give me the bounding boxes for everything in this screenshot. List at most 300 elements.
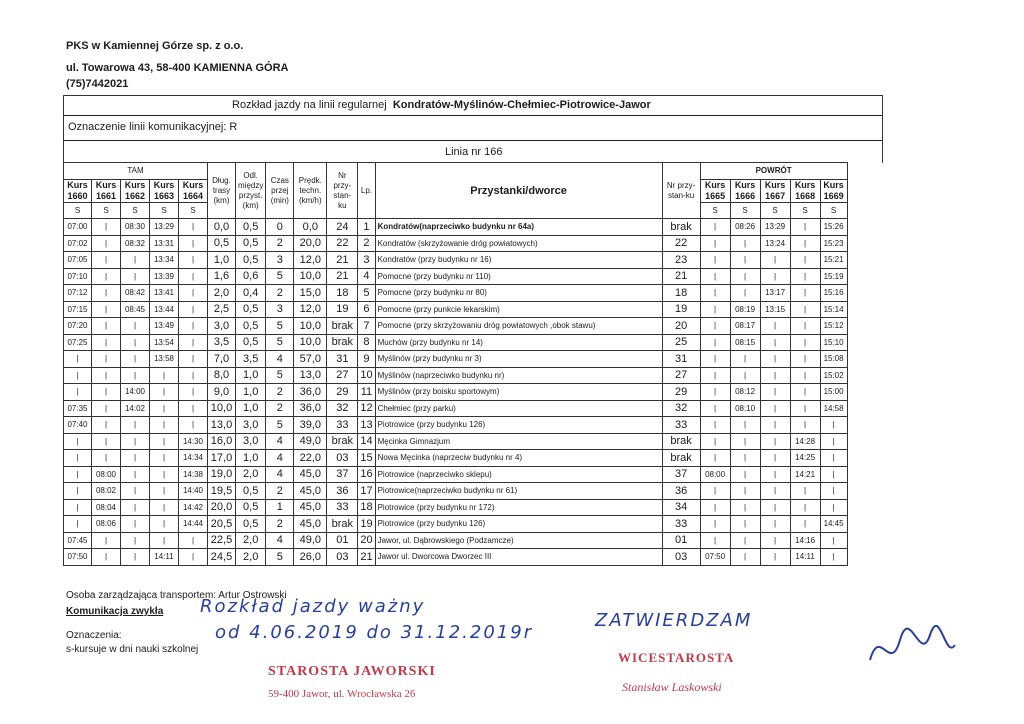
timetable-row [64,235,848,252]
powrot-time-cell: 15:23 [820,235,847,252]
s-marker: S [64,202,92,219]
powrot-time-cell: 15:26 [820,219,847,236]
col-przystanki: Przystanki/dworce [375,163,662,219]
col-dlug: Dług. trasy (km) [208,163,236,219]
return-stop-number-cell: 27 [662,367,700,384]
tam-time-cell: | [150,499,179,516]
powrot-time-cell: | [760,252,790,269]
stop-name-cell: Piotrowice(naprzeciwko budynku nr 61) [375,483,662,500]
powrot-time-cell: 15:00 [820,384,847,401]
powrot-course-header: Kurs 1668 [790,179,820,202]
powrot-time-cell: 14:58 [820,400,847,417]
distance-cell: 2,0 [208,285,236,302]
powrot-time-cell: | [760,318,790,335]
powrot-time-cell: | [760,483,790,500]
time-cell: 5 [266,549,294,566]
speed-cell: 39,0 [294,417,327,434]
lp-cell: 8 [358,334,375,351]
segment-cell: 2,0 [236,549,266,566]
stop-name-cell: Jawor, ul. Dąbrowskiego (Podzamcze) [375,532,662,549]
s-marker: S [760,202,790,219]
tam-time-cell: | [92,252,121,269]
stop-number-cell: 21 [327,268,358,285]
lp-cell: 20 [358,532,375,549]
stop-number-cell: 18 [327,285,358,302]
speed-cell: 20,0 [294,235,327,252]
powrot-time-cell: 14:16 [790,532,820,549]
powrot-time-cell: | [730,549,760,566]
s-marker: S [790,202,820,219]
s-marker: S [700,202,730,219]
handwritten-validity-2: od 4.06.2019 do 31.12.2019r [215,622,534,643]
stop-name-cell: Piotrowice (przy budynku 126) [375,417,662,434]
distance-cell: 1,6 [208,268,236,285]
tam-time-cell: | [150,367,179,384]
powrot-time-cell: 14:11 [790,549,820,566]
title-prefix: Rozkład jazdy na linii regularnej [232,99,387,111]
powrot-time-cell: | [700,417,730,434]
powrot-time-cell: 14:25 [790,450,820,467]
tam-time-cell: | [64,483,92,500]
tam-time-cell: | [92,351,121,368]
tam-time-cell: | [179,252,208,269]
stop-name-cell: Muchów (przy budynku nr 14) [375,334,662,351]
powrot-time-cell: | [730,417,760,434]
stop-number-cell: brak [327,334,358,351]
tam-time-cell: | [121,334,150,351]
title-route: Kondratów-Myślinów-Chełmiec-Piotrowice-Jawor [392,99,651,111]
powrot-time-cell: | [730,351,760,368]
komunikacja: Komunikacja zwykła [66,606,164,617]
powrot-time-cell: | [820,417,847,434]
powrot-time-cell: | [760,433,790,450]
timetable-row [64,318,848,335]
powrot-time-cell: | [790,351,820,368]
powrot-time-cell: | [700,318,730,335]
lp-cell: 10 [358,367,375,384]
tam-course-header: Kurs 1661 [92,179,121,202]
powrot-time-cell: | [730,516,760,533]
tam-time-cell: 13:44 [150,301,179,318]
time-cell: 5 [266,334,294,351]
time-cell: 2 [266,285,294,302]
powrot-time-cell: | [760,532,790,549]
speed-cell: 12,0 [294,252,327,269]
col-lp: Lp. [358,163,375,219]
lp-cell: 6 [358,301,375,318]
stop-number-cell: 31 [327,351,358,368]
lp-cell: 14 [358,433,375,450]
tam-time-cell: 13:29 [150,219,179,236]
divider [63,140,882,141]
tam-time-cell: | [92,334,121,351]
powrot-time-cell: 15:21 [820,252,847,269]
time-cell: 2 [266,235,294,252]
segment-cell: 0,5 [236,301,266,318]
powrot-time-cell: 14:45 [820,516,847,533]
powrot-time-cell: | [700,433,730,450]
lp-cell: 2 [358,235,375,252]
stop-name-cell: Pomocne (przy punkcie lekarskim) [375,301,662,318]
return-stop-number-cell: 01 [662,532,700,549]
lp-cell: 9 [358,351,375,368]
distance-cell: 17,0 [208,450,236,467]
segment-cell: 0,5 [236,483,266,500]
return-stop-number-cell: brak [662,219,700,236]
speed-cell: 0,0 [294,219,327,236]
segment-cell: 1,0 [236,450,266,467]
speed-cell: 57,0 [294,351,327,368]
powrot-time-cell: | [700,301,730,318]
tam-time-cell: 14:38 [179,466,208,483]
lp-cell: 7 [358,318,375,335]
powrot-time-cell: | [700,285,730,302]
tam-time-cell: 07:50 [64,549,92,566]
time-cell: 4 [266,433,294,450]
distance-cell: 24,5 [208,549,236,566]
time-cell: 0 [266,219,294,236]
tam-time-cell: | [121,499,150,516]
tam-time-cell: | [179,285,208,302]
col-czas: Czas przej (min) [266,163,294,219]
tam-time-cell: | [121,268,150,285]
stop-name-cell: Pomocne (przy budynku nr 80) [375,285,662,302]
segment-cell: 3,0 [236,417,266,434]
powrot-time-cell: 07:50 [700,549,730,566]
handwritten-approve: ZATWIERDZAM [595,610,753,631]
tam-time-cell: | [64,384,92,401]
tam-time-cell: | [92,301,121,318]
lp-cell: 1 [358,219,375,236]
timetable-row [64,532,848,549]
tam-time-cell: 13:49 [150,318,179,335]
distance-cell: 22,5 [208,532,236,549]
tam-time-cell: 07:00 [64,219,92,236]
tam-course-header: Kurs 1663 [150,179,179,202]
tam-time-cell: 07:05 [64,252,92,269]
powrot-time-cell: | [790,516,820,533]
col-nr-przy: Nr przy- stan-ku [327,163,358,219]
tam-time-cell: | [121,318,150,335]
powrot-time-cell: | [730,367,760,384]
segment-cell: 0,5 [236,252,266,269]
powrot-time-cell: | [790,384,820,401]
powrot-time-cell: 08:17 [730,318,760,335]
tam-time-cell: 14:11 [150,549,179,566]
tam-time-cell: 14:42 [179,499,208,516]
tam-time-cell: | [121,549,150,566]
tam-time-cell: 08:30 [121,219,150,236]
tam-time-cell: | [121,417,150,434]
tam-time-cell: | [64,516,92,533]
tam-time-cell: 07:02 [64,235,92,252]
segment-cell: 0,5 [236,235,266,252]
tam-time-cell: | [121,367,150,384]
speed-cell: 12,0 [294,301,327,318]
distance-cell: 19,0 [208,466,236,483]
tam-time-cell: | [179,268,208,285]
tam-time-cell: | [121,466,150,483]
powrot-time-cell: | [760,367,790,384]
time-cell: 5 [266,367,294,384]
stop-number-cell: 32 [327,400,358,417]
segment-cell: 3,5 [236,351,266,368]
powrot-time-cell: 15:19 [820,268,847,285]
timetable-row [64,483,848,500]
stop-name-cell: Piotrowice (przy budynku 126) [375,516,662,533]
tam-time-cell: 08:42 [121,285,150,302]
tam-time-cell: 13:31 [150,235,179,252]
powrot-time-cell: | [700,334,730,351]
powrot-time-cell: 15:08 [820,351,847,368]
powrot-time-cell: | [760,516,790,533]
timetable-row [64,499,848,516]
oznaczenia: Oznaczenia: [66,630,122,641]
powrot-header: POWRÓT [700,163,847,180]
segment-cell: 3,0 [236,433,266,450]
powrot-time-cell: | [790,417,820,434]
tam-time-cell: | [92,417,121,434]
tam-time-cell: | [92,384,121,401]
powrot-time-cell: 08:15 [730,334,760,351]
powrot-time-cell: 14:28 [790,433,820,450]
tam-time-cell: | [121,483,150,500]
powrot-time-cell: 15:14 [820,301,847,318]
s-marker: S [121,202,150,219]
tam-time-cell: 08:04 [92,499,121,516]
tam-time-cell: 07:45 [64,532,92,549]
powrot-time-cell: 15:10 [820,334,847,351]
powrot-time-cell: | [790,285,820,302]
return-stop-number-cell: 34 [662,499,700,516]
tam-time-cell: 14:30 [179,433,208,450]
tam-time-cell: | [64,499,92,516]
lp-cell: 16 [358,466,375,483]
return-stop-number-cell: brak [662,433,700,450]
tam-time-cell: | [179,417,208,434]
timetable-row [64,466,848,483]
stop-number-cell: 37 [327,466,358,483]
lp-cell: 19 [358,516,375,533]
tam-time-cell: | [92,285,121,302]
powrot-time-cell: | [790,268,820,285]
segment-cell: 0,5 [236,318,266,335]
tam-time-cell: | [92,219,121,236]
return-stop-number-cell: 29 [662,384,700,401]
stop-name-cell: Kondratów (skrzyżowanie dróg powiatowych) [375,235,662,252]
stop-number-cell: 03 [327,549,358,566]
timetable-row [64,351,848,368]
powrot-time-cell: 08:10 [730,400,760,417]
lp-cell: 12 [358,400,375,417]
powrot-time-cell: | [820,549,847,566]
speed-cell: 10,0 [294,268,327,285]
powrot-time-cell: | [730,235,760,252]
tam-time-cell: | [150,483,179,500]
tam-time-cell: | [64,450,92,467]
stop-number-cell: 21 [327,252,358,269]
return-stop-number-cell: 25 [662,334,700,351]
tam-time-cell: 08:00 [92,466,121,483]
speed-cell: 26,0 [294,549,327,566]
lp-cell: 18 [358,499,375,516]
powrot-time-cell: | [700,532,730,549]
tam-course-header: Kurs 1662 [121,179,150,202]
tam-time-cell: | [179,301,208,318]
stop-name-cell: Myślinów (przy budynku nr 3) [375,351,662,368]
divider [63,115,882,116]
powrot-time-cell: 13:17 [760,285,790,302]
tam-time-cell: | [121,516,150,533]
powrot-time-cell: | [790,499,820,516]
time-cell: 4 [266,466,294,483]
stop-number-cell: 33 [327,499,358,516]
tam-time-cell: | [92,433,121,450]
powrot-time-cell: | [820,532,847,549]
powrot-time-cell: | [760,450,790,467]
powrot-time-cell: | [790,400,820,417]
stop-number-cell: 33 [327,417,358,434]
stop-name-cell: Kondratów(naprzeciwko budynku nr 64a) [375,219,662,236]
timetable-row [64,417,848,434]
powrot-time-cell: | [790,318,820,335]
tam-time-cell: | [150,450,179,467]
speed-cell: 13,0 [294,367,327,384]
powrot-time-cell: | [760,417,790,434]
tam-time-cell: 07:40 [64,417,92,434]
powrot-time-cell: 15:16 [820,285,847,302]
tam-time-cell: | [150,466,179,483]
timetable-row [64,433,848,450]
speed-cell: 45,0 [294,516,327,533]
distance-cell: 3,0 [208,318,236,335]
tam-time-cell: 14:34 [179,450,208,467]
powrot-time-cell: | [700,252,730,269]
distance-cell: 9,0 [208,384,236,401]
powrot-time-cell: | [820,499,847,516]
distance-cell: 7,0 [208,351,236,368]
stop-number-cell: 24 [327,219,358,236]
tam-time-cell: | [179,351,208,368]
time-cell: 2 [266,483,294,500]
timetable-row [64,384,848,401]
segment-cell: 1,0 [236,400,266,417]
tam-time-cell: | [179,532,208,549]
powrot-time-cell: | [700,516,730,533]
distance-cell: 2,5 [208,301,236,318]
tam-time-cell: | [179,235,208,252]
tam-time-cell: | [92,318,121,335]
time-cell: 2 [266,400,294,417]
timetable-row [64,219,848,236]
segment-cell: 0,5 [236,219,266,236]
stop-number-cell: 36 [327,483,358,500]
powrot-time-cell: | [820,466,847,483]
distance-cell: 13,0 [208,417,236,434]
s-marker: S [150,202,179,219]
tam-time-cell: 08:45 [121,301,150,318]
tam-time-cell: | [92,235,121,252]
timetable-row [64,334,848,351]
distance-cell: 10,0 [208,400,236,417]
tam-time-cell: 07:25 [64,334,92,351]
powrot-time-cell: | [730,483,760,500]
powrot-course-header: Kurs 1667 [760,179,790,202]
timetable-row [64,450,848,467]
tam-time-cell: | [150,516,179,533]
tam-time-cell: 13:34 [150,252,179,269]
s-definition: s-kursuje w dni nauki szkolnej [66,644,199,655]
distance-cell: 0,0 [208,219,236,236]
tam-time-cell: | [121,351,150,368]
timetable [63,162,848,566]
tam-time-cell: | [179,318,208,335]
tam-time-cell: | [121,532,150,549]
return-stop-number-cell: 33 [662,417,700,434]
powrot-time-cell: | [700,450,730,467]
stop-name-cell: Nowa Męcinka (naprzeciw budynku nr 4) [375,450,662,467]
tam-time-cell: | [150,532,179,549]
speed-cell: 45,0 [294,483,327,500]
tam-time-cell: | [121,433,150,450]
speed-cell: 49,0 [294,433,327,450]
powrot-time-cell: | [730,252,760,269]
return-stop-number-cell: brak [662,450,700,467]
tam-time-cell: 07:20 [64,318,92,335]
segment-cell: 2,0 [236,532,266,549]
stamp-wicestarosta-name: Stanisław Laskowski [622,680,722,694]
powrot-time-cell: | [730,450,760,467]
powrot-time-cell: | [760,384,790,401]
tam-time-cell: | [150,400,179,417]
return-stop-number-cell: 18 [662,285,700,302]
return-stop-number-cell: 03 [662,549,700,566]
distance-cell: 16,0 [208,433,236,450]
tam-time-cell: 07:15 [64,301,92,318]
tam-time-cell: 14:02 [121,400,150,417]
time-cell: 1 [266,499,294,516]
tam-time-cell: 07:12 [64,285,92,302]
stamp-starosta-title: STAROSTA JAWORSKI [268,664,436,679]
segment-cell: 2,0 [236,466,266,483]
powrot-time-cell: 15:02 [820,367,847,384]
return-stop-number-cell: 37 [662,466,700,483]
return-stop-number-cell: 22 [662,235,700,252]
company-name: PKS w Kamiennej Górze sp. z o.o. [66,40,244,52]
lp-cell: 21 [358,549,375,566]
lp-cell: 15 [358,450,375,467]
tam-time-cell: 13:41 [150,285,179,302]
tam-time-cell: | [92,549,121,566]
tam-time-cell: 14:00 [121,384,150,401]
stop-number-cell: 19 [327,301,358,318]
stop-name-cell: Myślinów (przy boisku sportowym) [375,384,662,401]
stop-number-cell: 01 [327,532,358,549]
time-cell: 2 [266,516,294,533]
powrot-time-cell: | [700,268,730,285]
tam-time-cell: 07:10 [64,268,92,285]
speed-cell: 36,0 [294,400,327,417]
powrot-time-cell: | [760,400,790,417]
segment-cell: 0,5 [236,499,266,516]
tam-time-cell: 08:32 [121,235,150,252]
speed-cell: 36,0 [294,384,327,401]
time-cell: 4 [266,450,294,467]
segment-cell: 0,5 [236,334,266,351]
time-cell: 5 [266,318,294,335]
powrot-time-cell: | [730,499,760,516]
stop-name-cell: Kondratów (przy budynku nr 16) [375,252,662,269]
